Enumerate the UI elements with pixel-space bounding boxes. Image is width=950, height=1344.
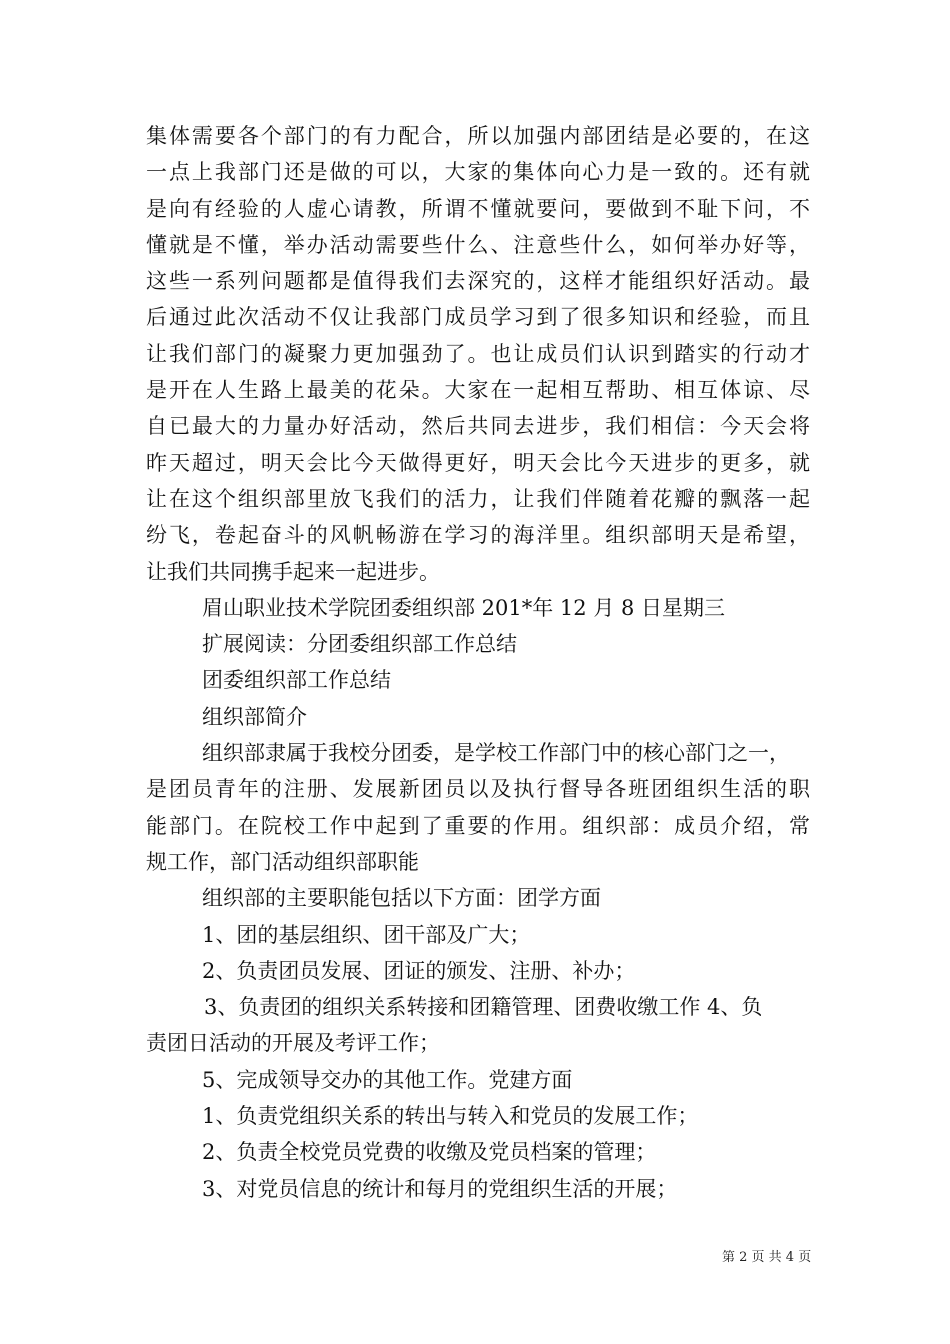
section-heading: 团委组织部工作总结 [202,668,391,693]
section-heading: 组织部简介 [202,704,307,729]
body-line: 组织部隶属于我校分团委，是学校工作部门中的核心部门之一， [202,741,790,766]
body-line: 让在这个组织部里放飞我们的活力，让我们伴随着花瓣的飘落一起 [146,486,810,511]
body-line: 是团员青年的注册、发展新团员以及执行督导各班团组织生活的职 [146,777,810,802]
body-line: 这些一系列问题都是值得我们去深究的，这样才能组织好活动。最 [146,269,810,294]
document-body [146,118,810,1207]
body-line: 是向有经验的人虚心请教，所谓不懂就要问，要做到不耻下问，不 [146,196,810,221]
body-line: 懂就是不懂，举办活动需要些什么、注意些什么，如何举办好等， [146,232,810,257]
list-item: 3、对党员信息的统计和每月的党组织生活的开展； [202,1176,678,1201]
section-heading: 扩展阅读：分团委组织部工作总结 [202,632,517,657]
body-line: 组织部的主要职能包括以下方面：团学方面 [202,886,601,911]
body-line: 规工作，部门活动组织部职能 [146,849,419,874]
list-item: 5、完成领导交办的其他工作。党建方面 [202,1067,573,1092]
page-number: 第 2 页 共 4 页 [722,1250,812,1265]
body-line: 让我们共同携手起来一起进步。 [146,559,440,584]
list-item: 1、负责党组织关系的转出与转入和党员的发展工作； [202,1104,699,1129]
body-line: 让我们部门的凝聚力更加强劲了。也让成员们认识到踏实的行动才 [146,341,810,366]
list-item: 2、负责团员发展、团证的颁发、注册、补办； [202,958,636,983]
list-item: 责团日活动的开展及考评工作； [146,1031,440,1056]
list-item: 1、团的基层组织、团干部及广大； [202,922,531,947]
body-line: 后通过此次活动不仅让我部门成员学习到了很多知识和经验，而且 [146,305,810,330]
list-item: 2、负责全校党员党费的收缴及党员档案的管理； [202,1140,657,1165]
list-item: 3、负责团的组织关系转接和团籍管理、团费收缴工作 4、负 [204,995,763,1020]
body-line: 能部门。在院校工作中起到了重要的作用。组织部：成员介绍，常 [146,813,810,838]
body-line: 纷飞，卷起奋斗的风帆畅游在学习的海洋里。组织部明天是希望， [146,523,810,548]
signature-line: 眉山职业技术学院团委组织部 201*年 12 月 8 日星期三 [202,595,726,620]
body-line: 是开在人生路上最美的花朵。大家在一起相互帮助、相互体谅、尽 [146,378,810,403]
body-line: 昨天超过，明天会比今天做得更好，明天会比今天进步的更多，就 [146,450,810,475]
body-line: 自已最大的力量办好活动，然后共同去进步，我们相信：今天会将 [146,414,810,439]
body-line: 一点上我部门还是做的可以，大家的集体向心力是一致的。还有就 [146,160,810,185]
body-line: 集体需要各个部门的有力配合，所以加强内部团结是必要的，在这 [146,124,810,148]
